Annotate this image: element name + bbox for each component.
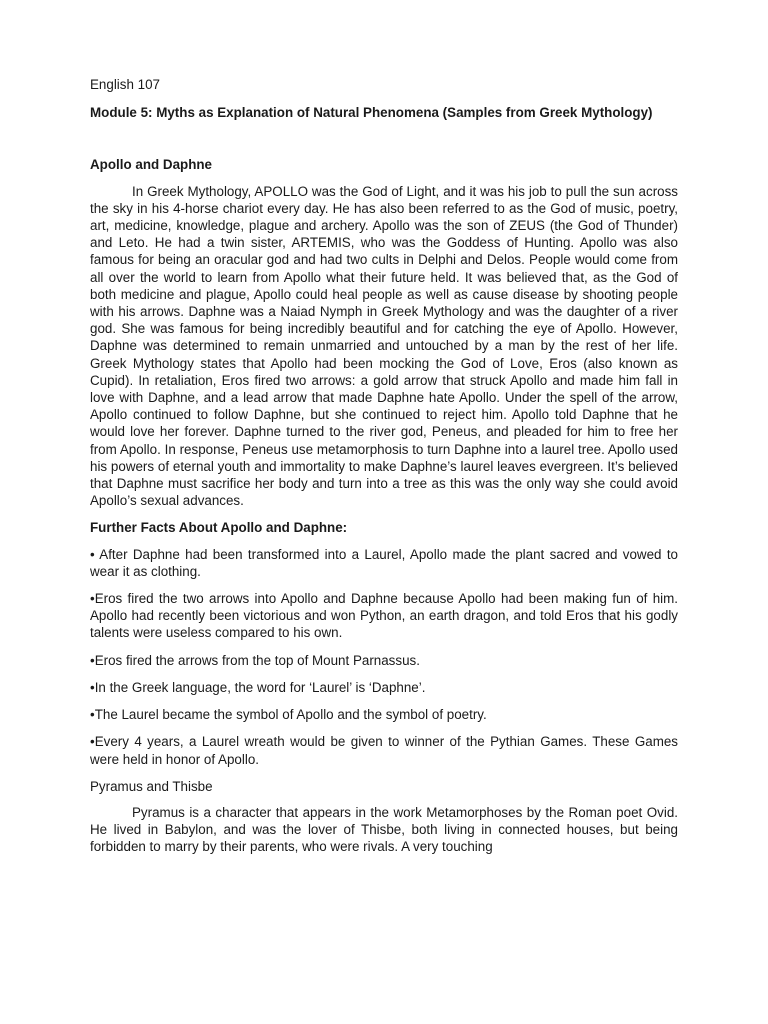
further-facts-heading: Further Facts About Apollo and Daphne: [90,520,348,536]
course-label: English 107 [90,77,160,92]
fact-item: •Every 4 years, a Laurel wreath would be given to winner of the Pythian Games. These Games were held in honor of Apollo. [90,734,678,767]
fact-item: •Eros fired the two arrows into Apollo and Daphne because Apollo had been making fun of him. Apollo had recently been victorious and won Python, an earth dragon, and told Eros that his godly talents were useless compared to his own. [90,591,678,641]
fact-item: •In the Greek language, the word for ‘Laurel’ is ‘Daphne’. [90,679,426,695]
section-heading-pyramus-thisbe: Pyramus and Thisbe [90,778,213,794]
fact-item: •The Laurel became the symbol of Apollo and the symbol of poetry. [90,707,487,723]
module-title: Module 5: Myths as Explanation of Natural Phenomena (Samples from Greek Mythology) [90,105,653,121]
section-heading-apollo-daphne: Apollo and Daphne [90,157,212,173]
apollo-daphne-paragraph: In Greek Mythology, APOLLO was the God of Light, and it was his job to pull the sun across the sky in his 4-horse chariot every day. He has also been referred to as the God of music, poetry, art, medicine, knowledge, plague and archery. Apollo was the son of ZEUS (the God of Thunder) and Leto. He had a twin sister, ARTEMIS, who was the Goddess of Hunting. Apollo was also famous for being an oracular god and had two cults in Delphi and Delos. People would come from all over the world to learn from Apollo what their future held. It was believed that, as the God of both medicine and plague, Apollo could heal people as well as cause disease by shooting people with his arrows. Daphne was a Naiad Nymph in Greek Mythology and was the daughter of a river god. She was famous for being incredibly beautiful and for catching the eye of Apollo. However, Daphne was determined to remain unmarried and untouched by a man by the rest of her life. Greek Mythology states that Apollo had been mocking the God of Love, Eros (also known as Cupid). In retaliation, Eros fired two arrows: a gold arrow that struck Apollo and made him fall in love with Daphne, and a lead arrow that made Daphne hate Apollo. Under the spell of the arrow, Apollo continued to follow Daphne, but she continued to reject him. Apollo told Daphne that he would love her forever. Daphne turned to the river god, Peneus, and pleaded for him to free her from Apollo. In response, Peneus use metamorphosis to turn Daphne into a laurel tree. Apollo used his powers of eternal youth and immortality to make Daphne’s laurel leaves evergreen. It’s believed that Daphne must sacrifice her body and turn into a tree as this was the only way she could avoid Apollo’s sexual advances. [90,183,678,509]
document-page [90,76,678,856]
fact-item: • After Daphne had been transformed into a Laurel, Apollo made the plant sacred and vowed to wear it as clothing. [90,546,678,579]
pyramus-thisbe-paragraph: Pyramus is a character that appears in the work Metamorphoses by the Roman poet Ovid. He lived in Babylon, and was the lover of Thisbe, both living in connected houses, but being forbidden to marry by their parents, who were rivals. A very touching [90,804,678,855]
fact-item: •Eros fired the arrows from the top of Mount Parnassus. [90,652,420,668]
